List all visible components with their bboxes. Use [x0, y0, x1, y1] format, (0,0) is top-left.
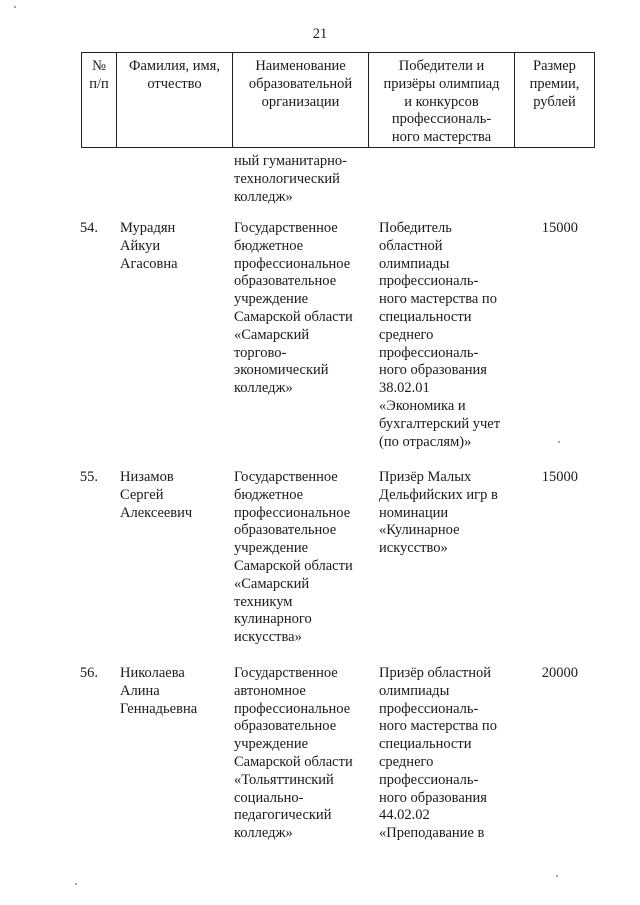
table-header [81, 52, 595, 148]
row-number: 55. [79, 469, 98, 485]
header-organization: Наименование образовательной организации [233, 53, 369, 148]
header-achievement: Победители и призёры олимпиад и конкурсов профессиональ- ного мастерства [369, 53, 515, 148]
scan-speck [558, 441, 560, 443]
row-number: 56. [79, 665, 98, 681]
row-prize: 15000 [541, 220, 578, 236]
row-achievement: Призёр Малых Дельфийских игр в номинации «Кулинарное искусство» [379, 469, 498, 557]
header-prize-amount: Размер премии, рублей [515, 53, 595, 148]
scan-speck [14, 6, 16, 8]
organization-continuation: ный гуманитарно- технологический колледж» [234, 153, 347, 205]
scan-speck [556, 875, 558, 877]
header-row [82, 53, 595, 148]
row-prize: 15000 [541, 469, 578, 485]
row-achievement: Победитель областной олимпиады профессиональ- ного мастерства по специальности среднего профессиональ- ного образования 38.02.01 «Экономика и бухгалтерский учет (по отраслям)» [379, 220, 501, 450]
scan-speck [75, 883, 77, 885]
header-number: № п/п [82, 53, 117, 148]
row-organization: Государственное автономное профессиональное образовательное учреждение Самарской области «Тольяттинский социально- педагогический колледж» [234, 665, 353, 842]
page-number: 21 [312, 26, 328, 42]
row-organization: Государственное бюджетное профессиональное образовательное учреждение Самарской области «Самарский техникум кулинарного искусства» [234, 469, 353, 646]
row-achievement: Призёр областной олимпиады профессиональ- ного мастерства по специальности среднего профессиональ- ного образования 44.02.02 «Преподавание в [379, 665, 497, 842]
row-full-name: Мурадян Айкуи Агасовна [120, 220, 178, 272]
row-full-name: Николаева Алина Геннадьевна [120, 665, 198, 717]
row-number: 54. [79, 220, 98, 236]
row-full-name: Низамов Сергей Алексеевич [120, 469, 193, 521]
row-organization: Государственное бюджетное профессиональное образовательное учреждение Самарской области «Самарский торгово- экономический колледж» [234, 220, 353, 397]
row-prize: 20000 [541, 665, 578, 681]
header-full-name: Фамилия, имя, отчество [117, 53, 233, 148]
